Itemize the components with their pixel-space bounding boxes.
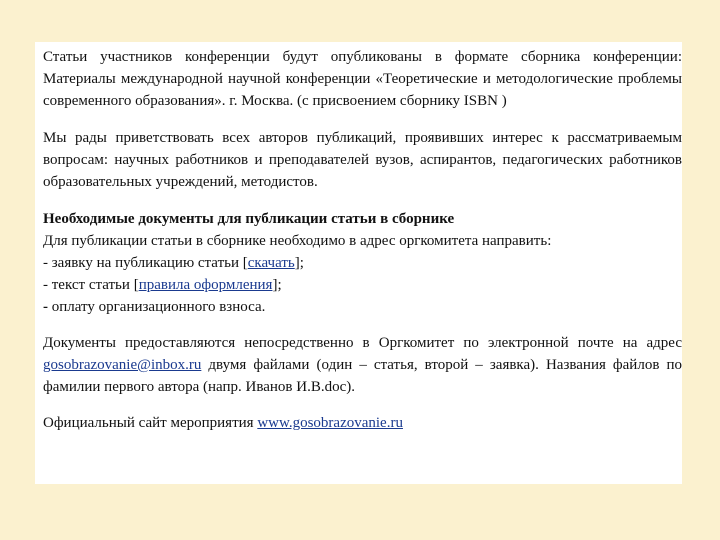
list-item-payment (43, 296, 682, 318)
list-item-application: - заявку на публикацию статьи [скачать]; (43, 255, 304, 271)
list-item-application-text: - заявку на публикацию статьи (43, 255, 243, 271)
list-item-payment-dash: - (43, 299, 48, 315)
list-item-article-text: - текст статьи [правила оформления]; (43, 277, 282, 293)
document-page (35, 42, 682, 484)
intro-paragraph: Статьи участников конференции будут опубликованы в формате сборника конференции: Материалы международной научной конференции «Теоретические и методологические проблемы современного образования». г. Москва. (с присвоением сборнику ISBN ) (43, 49, 682, 109)
list-item-payment-text: оплату организационного взноса. (48, 299, 266, 315)
website-label: Официальный сайт мероприятия (43, 415, 258, 431)
download-link[interactable]: скачать (247, 255, 295, 271)
website-link[interactable]: www.gosobrazovanie.ru (257, 415, 403, 431)
documents-lead: Для публикации статьи в сборнике необходимо в адрес оргкомитета направить: (43, 233, 552, 249)
email-link[interactable]: gosobrazovanie@inbox.ru (43, 357, 202, 373)
formatting-rules-link[interactable]: правила оформления (138, 277, 273, 293)
documents-section (43, 208, 682, 318)
welcome-paragraph: Мы рады приветствовать всех авторов публикаций, проявивших интерес к рассматриваемым вопросам: научных работников и преподавателей вузов, аспирантов, педагогических работников образовательных учреждений, методистов. (43, 130, 682, 190)
submission-paragraph (43, 332, 682, 398)
list-item-article-label: - текст статьи (43, 277, 134, 293)
website-line (43, 412, 682, 434)
submission-text: Документы предоставляются непосредственно в Оргкомитет по электронной почте на адрес (43, 335, 682, 351)
submission-text-after: двумя файлами (один – статья, второй – заявка). Названия файлов по фамилии первого автора (напр. Иванов И.В.doc). (43, 357, 682, 395)
documents-heading: Необходимые документы для публикации статьи в сборнике (43, 211, 455, 227)
